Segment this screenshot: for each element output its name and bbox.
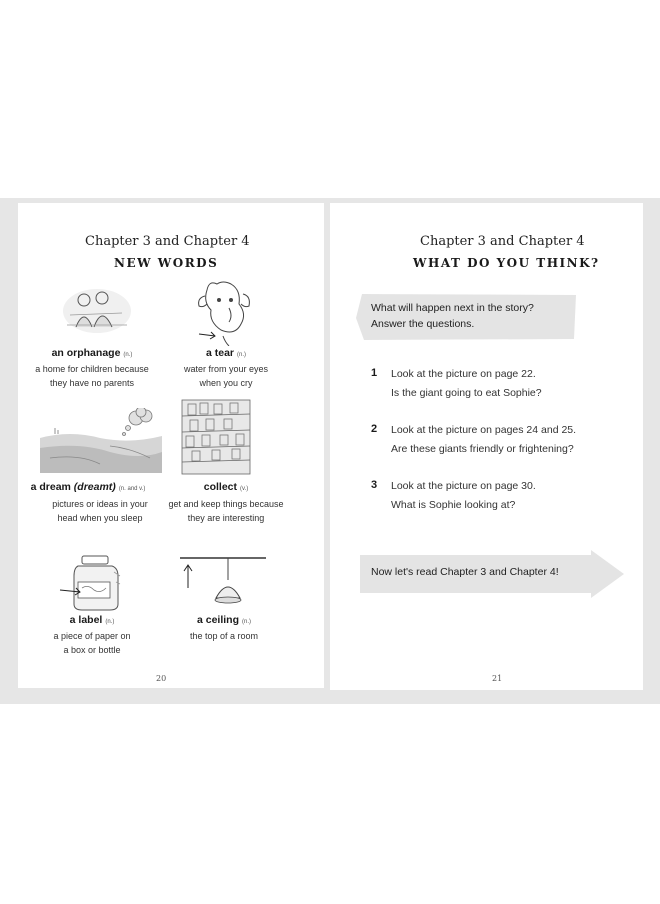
- question-2-line-2: Are these giants friendly or frightening?: [391, 443, 574, 455]
- orphans-illustration: [62, 285, 132, 335]
- definition-orphanage: a home for children because they have no parents: [35, 364, 149, 388]
- definition-label: a piece of paper on a box or bottle: [53, 631, 131, 655]
- prompt-text: What will happen next in the story? Answer the questions.: [371, 302, 534, 330]
- definition-dream: pictures or ideas in your head when you sleep: [52, 499, 148, 523]
- left-page-number: 20: [156, 674, 167, 683]
- word-ceiling: a ceiling (n.): [196, 614, 251, 626]
- word-tear: a tear (n.): [205, 347, 247, 359]
- word-collect: collect (v.): [203, 481, 249, 493]
- giant-tear-illustration: [195, 278, 255, 346]
- question-1-line-1: Look at the picture on page 22.: [391, 368, 536, 380]
- question-number-3: 3: [371, 479, 378, 491]
- question-3-line-1: Look at the picture on page 30.: [391, 480, 536, 492]
- definition-collect: get and keep things because they are interesting: [168, 499, 284, 523]
- word-dream: a dream (dreamt) (n. and v.): [30, 481, 146, 493]
- right-page-number: 21: [492, 674, 503, 683]
- question-number-2: 2: [371, 423, 378, 435]
- shelves-jars-illustration: [178, 398, 254, 476]
- word-orphanage: an orphanage (n.): [51, 347, 133, 359]
- labelled-jar-illustration: [58, 554, 128, 612]
- what-do-you-think-heading: WHAT DO YOU THINK?: [413, 256, 600, 270]
- definition-ceiling: the top of a room: [189, 631, 259, 641]
- question-3-line-2: What is Sophie looking at?: [391, 499, 516, 511]
- question-1-line-2: Is the giant going to eat Sophie?: [391, 387, 542, 399]
- ceiling-lamp-illustration: [176, 554, 268, 610]
- right-chapter-title: Chapter 3 and Chapter 4: [420, 234, 585, 249]
- arrow-banner-text: Now let's read Chapter 3 and Chapter 4!: [371, 566, 559, 578]
- question-number-1: 1: [371, 367, 378, 379]
- definition-tear: water from your eyes when you cry: [183, 364, 269, 388]
- dream-landscape-illustration: [40, 408, 162, 473]
- word-label: a label (n.): [69, 614, 115, 626]
- new-words-heading: NEW WORDS: [114, 256, 219, 270]
- question-2-line-1: Look at the picture on pages 24 and 25.: [391, 424, 577, 436]
- left-chapter-title: Chapter 3 and Chapter 4: [85, 234, 250, 249]
